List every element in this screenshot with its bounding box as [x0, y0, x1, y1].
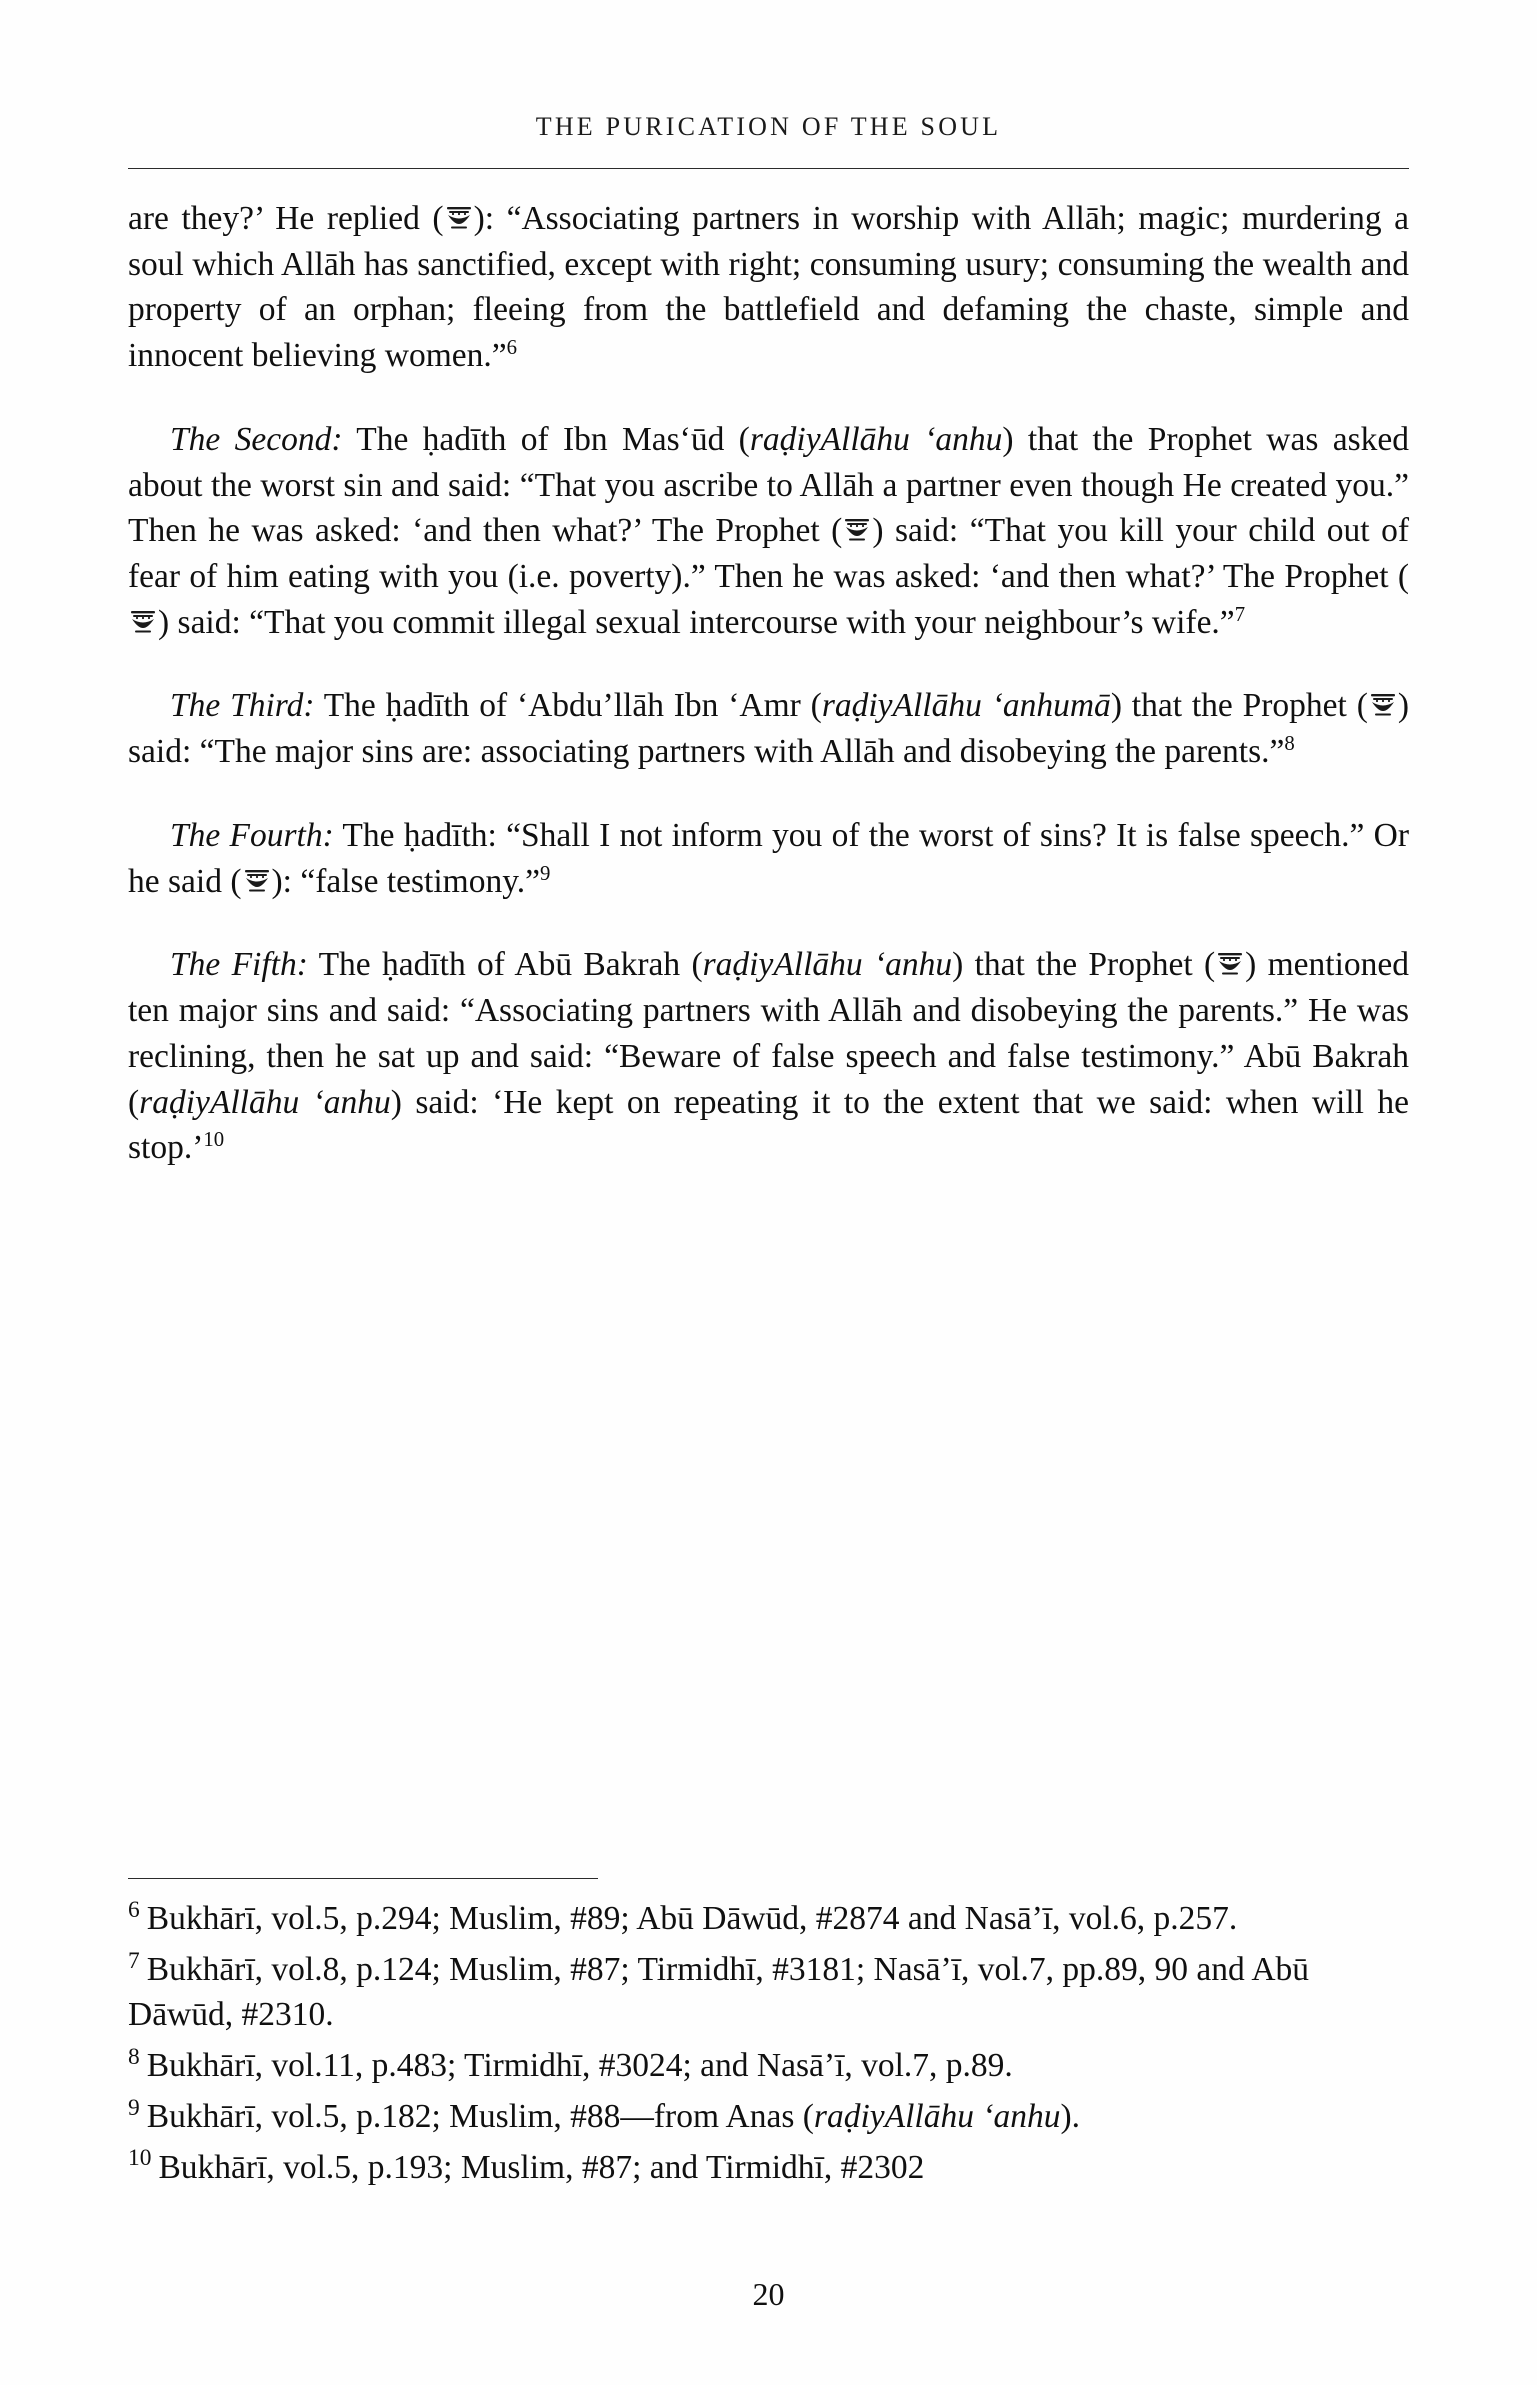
footnote-marker: 7 [128, 1947, 140, 1974]
footnote-item: $^8$ Bukhārī, vol.11, p.483; Tirmidhī, #3024; and Nasā’ī, vol.7, p.89. [128, 2044, 1013, 2085]
paragraph-continued: are they?’ He replied ( ): “Associating partners in worship with Allāh; magic; murdering a soul which Allāh has sanctified, except with right; consuming usury; consuming the wealth and property of an orphan; fleeing from the battlefield and defaming the chaste, simple and innocent believing women.”$^6$ [128, 200, 1409, 375]
footnote-reference[interactable]: 10 [203, 1128, 225, 1152]
arabic-honorific-text: raḍiyAllāhu ‘anhu [749, 420, 1003, 458]
page-body [128, 196, 1409, 1209]
footnote-marker: 9 [128, 2094, 140, 2121]
footnote-item: $^9$ Bukhārī, vol.5, p.182; Muslim, #88—from Anas (raḍiyAllāhu ‘anhu). [128, 2094, 1081, 2135]
arabic-honorific-text: raḍiyAllāhu ‘anhumā [821, 687, 1111, 725]
footnote-reference[interactable]: 9 [540, 861, 551, 885]
paragraph-lead-label: The Fifth: [170, 946, 308, 984]
footnote-divider [128, 1878, 598, 1879]
running-head: THE PURICATION OF THE SOUL [535, 112, 1002, 141]
arabic-honorific-text: raḍiyAllāhu ‘anhu [813, 2097, 1061, 2135]
paragraph-lead-label: The Third: [170, 687, 315, 725]
page-number: 20 [752, 2276, 785, 2312]
salla-llahu-alayhi-wa-sallam-icon [842, 515, 872, 545]
paragraph-the-fourth: The Fourth: The ḥadīth: “Shall I not inform you of the worst of sins? It is false speech.” Or he said ( ): “false testimony.”$^9$ [128, 816, 1410, 900]
arabic-honorific-text: raḍiyAllāhu ‘anhu [702, 946, 953, 984]
footnote-reference[interactable]: 7 [1234, 602, 1246, 626]
footnotes-block [128, 1896, 1418, 2195]
footnote-marker: 6 [128, 1896, 140, 1923]
salla-llahu-alayhi-wa-sallam-icon [444, 203, 474, 233]
paragraph-lead-label: The Fourth: [170, 816, 334, 854]
salla-llahu-alayhi-wa-sallam-icon [1368, 690, 1398, 720]
salla-llahu-alayhi-wa-sallam-icon [242, 866, 272, 896]
footnote-item: $^7$ Bukhārī, vol.8, p.124; Muslim, #87; Tirmidhī, #3181; Nasā’ī, vol.7, pp.89, 90 and Abū Dāwūd, #2310. [128, 1947, 1310, 2034]
footnote-item: $^{10}$ Bukhārī, vol.5, p.193; Muslim, #87; and Tirmidhī, #2302 [128, 2145, 925, 2186]
arabic-honorific-text: raḍiyAllāhu ‘anhu [139, 1083, 391, 1121]
footnote-marker: 10 [128, 2145, 152, 2172]
footnote-reference[interactable]: 6 [506, 336, 518, 359]
paragraph-lead-label: The Second: [170, 420, 343, 458]
paragraph-the-third: The Third: The ḥadīth of ‘Abdu’llāh Ibn ‘Amr (raḍiyAllāhu ‘anhumā) that the Prophet ( ) said: “The major sins are: associating partners with Allāh and disobeying the parents.”$^8$ [128, 687, 1410, 771]
footnote-reference[interactable]: 8 [1284, 732, 1295, 756]
salla-llahu-alayhi-wa-sallam-icon [128, 607, 158, 637]
paragraph-the-second: The Second: The ḥadīth of Ibn Mas‘ūd (raḍiyAllāhu ‘anhu) that the Prophet was asked about the worst sin and said: “That you ascribe to Allāh a partner even though He created you.” Then he was asked: ‘and then what?’ The Prophet ( ) said: “That you kill your child out of fear of him eating with you (i.e. poverty).” Then he was asked: ‘and then what?’ The Prophet ( ) said: “That you commit illegal sexual intercourse with your neighbour’s wife.”$^7$ [128, 420, 1410, 641]
salla-llahu-alayhi-wa-sallam-icon [1215, 949, 1245, 979]
footnote-marker: 8 [128, 2044, 140, 2070]
header-divider [128, 168, 1409, 169]
paragraph-the-fifth: The Fifth: The ḥadīth of Abū Bakrah (raḍiyAllāhu ‘anhu) that the Prophet ( ) mentioned ten major sins and said: “Associating partners with Allāh and disobeying the parents.” He was reclining, then he sat up and said: “Beware of false speech and false testimony.” Abū Bakrah (raḍiyAllāhu ‘anhu) said: ‘He kept on repeating it to the extent that we said: when will he stop.’$^{10}$ [128, 946, 1410, 1167]
footnote-item: $^6$ Bukhārī, vol.5, p.294; Muslim, #89; Abū Dāwūd, #2874 and Nasā’ī, vol.6, p.257. [128, 1896, 1238, 1937]
